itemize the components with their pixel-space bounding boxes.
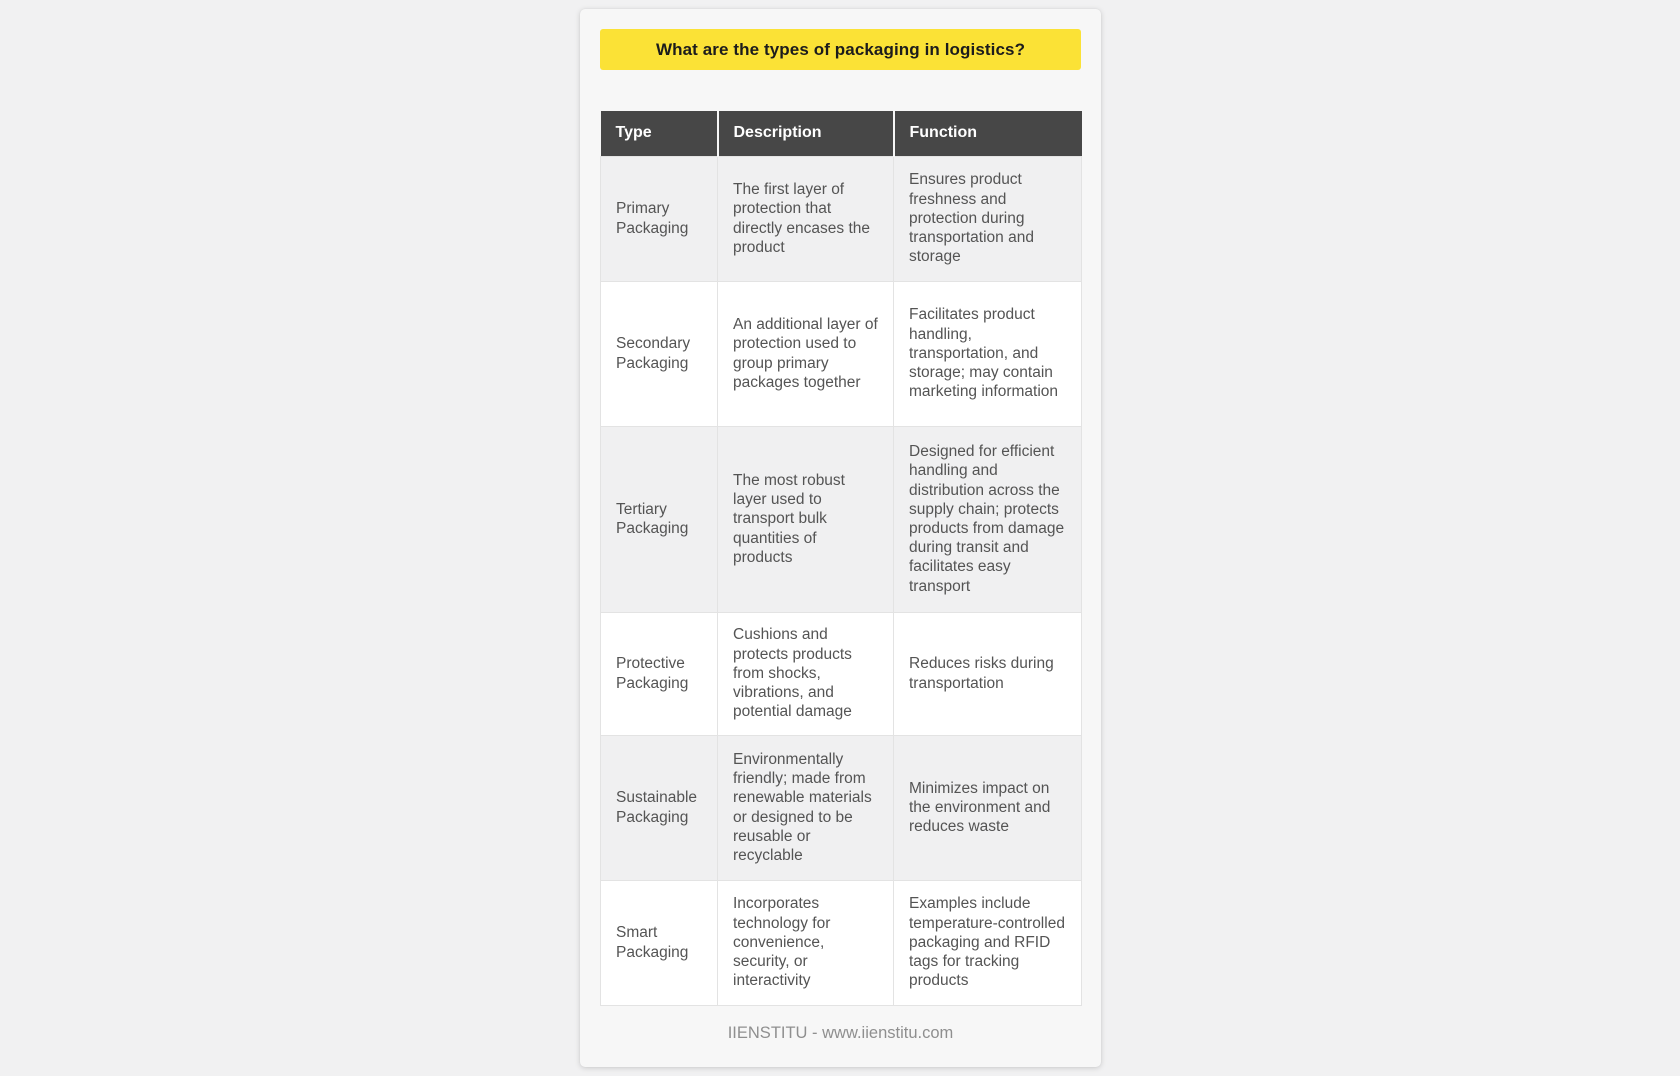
table-row (601, 156, 1082, 281)
page-title: What are the types of packaging in logistics? (655, 39, 1026, 59)
table-row (601, 880, 1082, 1005)
cell-type: Tertiary Packaging (601, 426, 718, 612)
cell-type: Sustainable Packaging (601, 735, 718, 880)
header-cell-description: Description (718, 111, 894, 156)
cell-function: Ensures product freshness and protection during transportation and storage (894, 156, 1082, 281)
cell-type: Smart Packaging (601, 880, 718, 1005)
header-cell-function: Function (894, 111, 1082, 156)
table-row (601, 735, 1082, 880)
cell-type: Protective Packaging (601, 612, 718, 735)
cell-description: An additional layer of protection used to group primary packages together (718, 281, 894, 426)
cell-function: Designed for efficient handling and distribution across the supply chain; protects products from damage during transit and facilitates easy transport (894, 426, 1082, 612)
cell-function: Examples include temperature-controlled packaging and RFID tags for tracking products (894, 880, 1082, 1005)
cell-description: Cushions and protects products from shocks, vibrations, and potential damage (718, 612, 894, 735)
footer-credit: IIENSTITU - www.iienstitu.com (727, 1023, 954, 1042)
cell-type: Secondary Packaging (601, 281, 718, 426)
cell-type: Primary Packaging (601, 156, 718, 281)
info-card (580, 9, 1101, 1067)
table-row (601, 612, 1082, 735)
table-header-row (601, 111, 1082, 156)
cell-description: Environmentally friendly; made from renewable materials or designed to be reusable or recyclable (718, 735, 894, 880)
title-banner (600, 29, 1081, 70)
cell-description: The most robust layer used to transport bulk quantities of products (718, 426, 894, 612)
header-cell-type: Type (601, 111, 718, 156)
cell-function: Minimizes impact on the environment and reduces waste (894, 735, 1082, 880)
table-row (601, 426, 1082, 612)
cell-function: Facilitates product handling, transportation, and storage; may contain marketing information (894, 281, 1082, 426)
cell-description: Incorporates technology for convenience, security, or interactivity (718, 880, 894, 1005)
cell-description: The first layer of protection that directly encases the product (718, 156, 894, 281)
cell-function: Reduces risks during transportation (894, 612, 1082, 735)
table-row (601, 281, 1082, 426)
packaging-table (600, 111, 1082, 1006)
